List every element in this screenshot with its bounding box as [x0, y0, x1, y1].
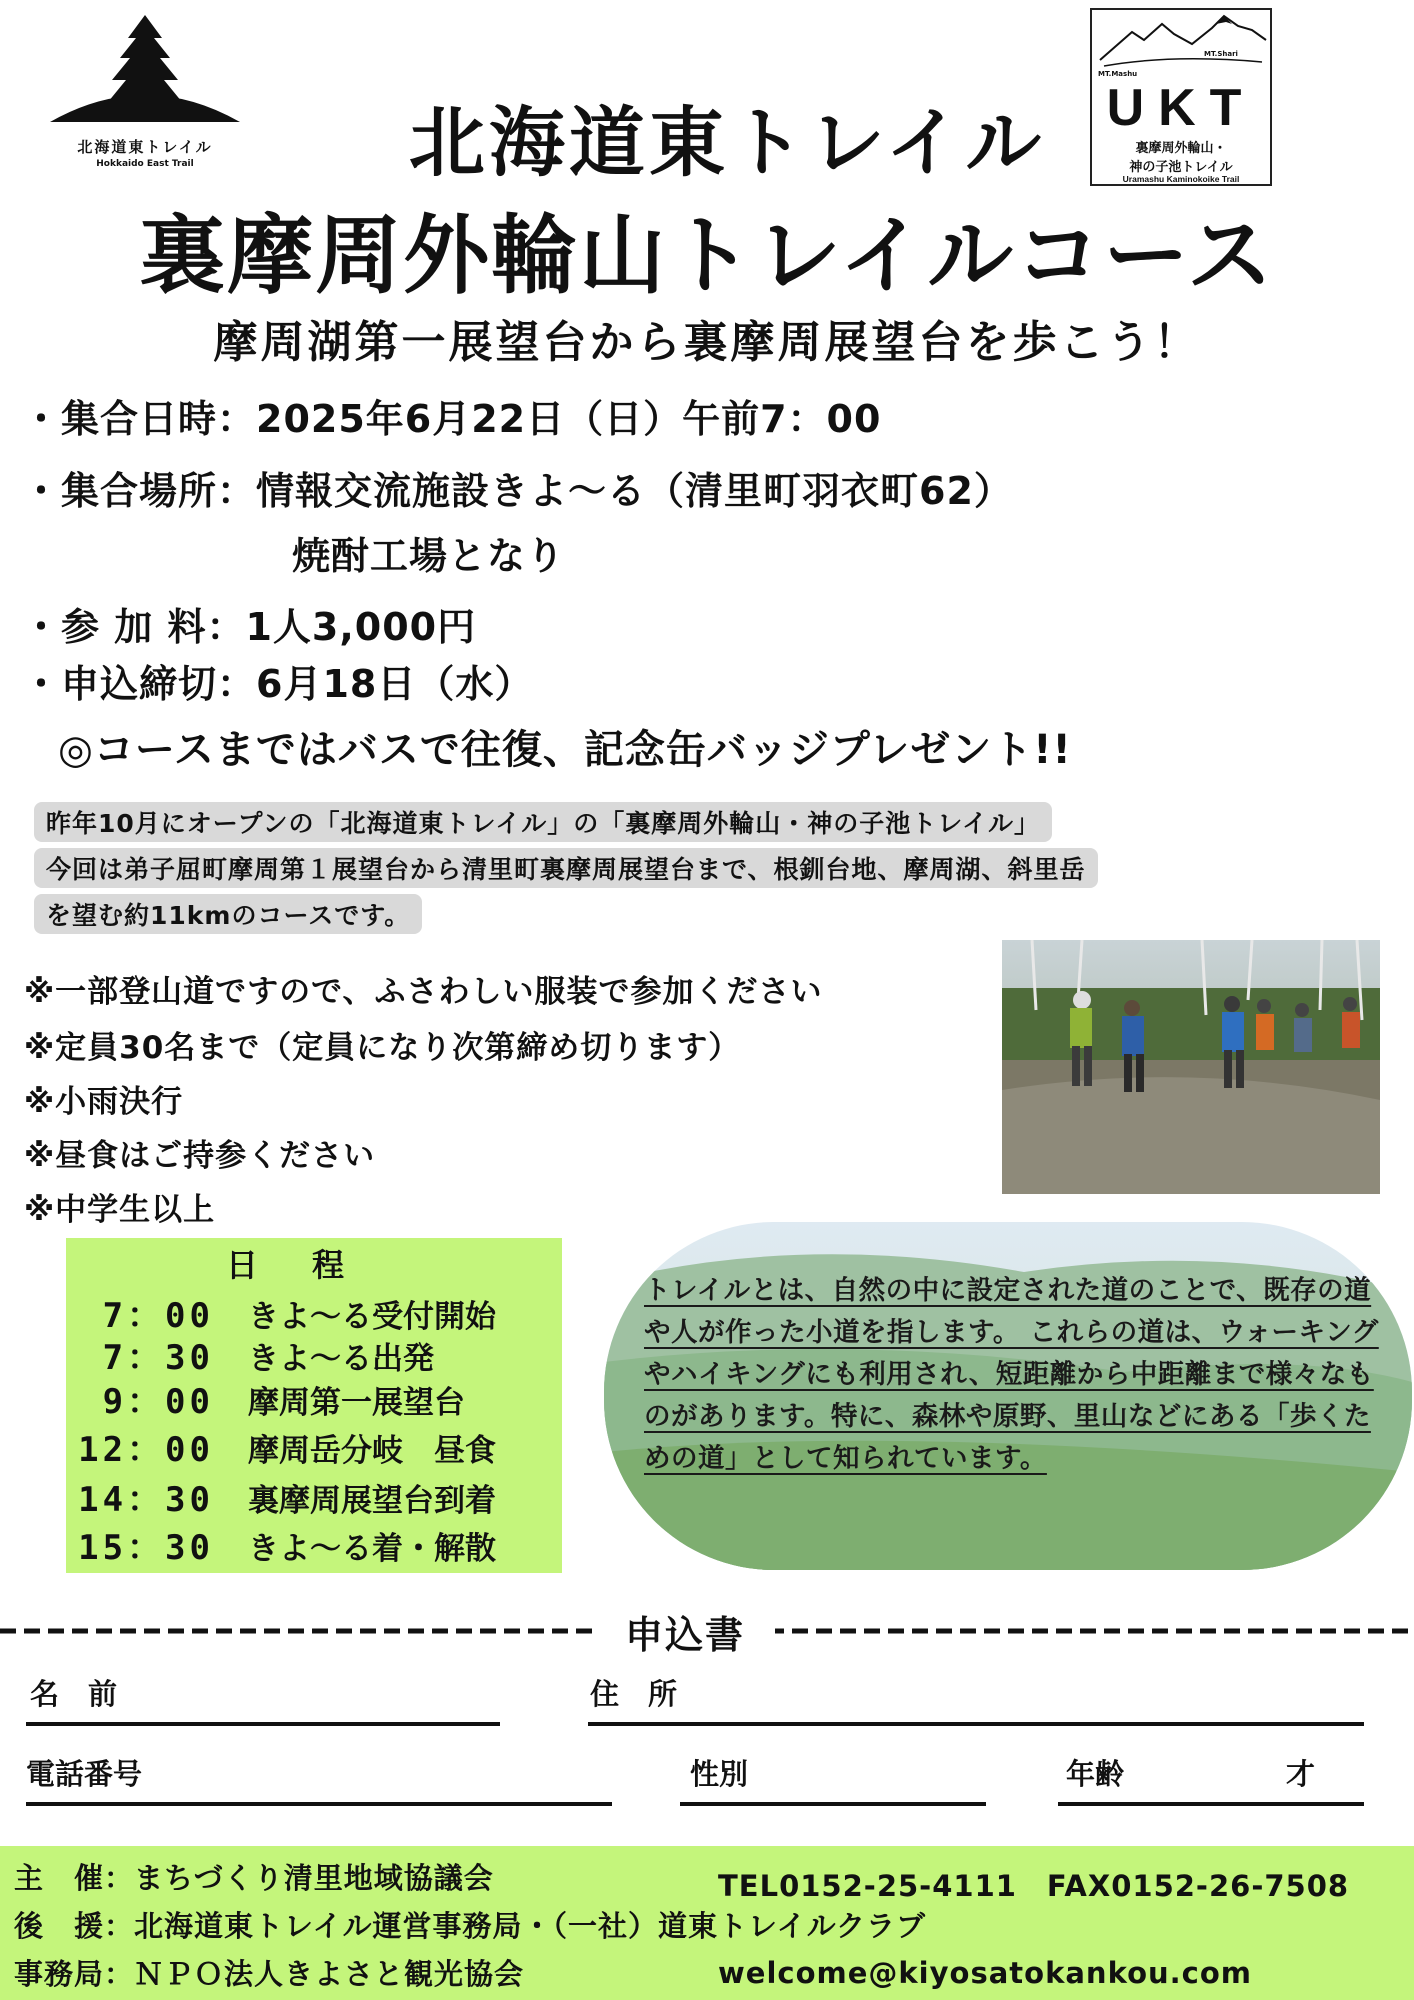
logo-left-en: Hokkaido East Trail [96, 159, 194, 169]
ukt-jp-line1: 裏摩周外輪山・ [1135, 141, 1227, 156]
schedule-event: きよ～る受付開始 [248, 1299, 496, 1335]
footer-box [0, 1846, 1414, 2000]
gender-field[interactable] [680, 1802, 986, 1806]
main-title-line1: 北海道東トレイル [408, 98, 1046, 187]
trail-definition-text: トレイルとは、自然の中に設定された道のことで、既存の道や人が作った小道を指します。 これらの道は、ウォーキングやハイキングにも利用され、短距離から中距離まで様々なものがあります。特に、森林や原野、里山などにある「歩くための道」として知られています。 [644, 1275, 1379, 1474]
schedule-row [66, 1374, 465, 1423]
note-item: ※一部登山道ですので、ふさわしい服装で参加ください [24, 974, 823, 1010]
logo-left-jp: 北海道東トレイル [77, 138, 213, 156]
note-item: ※昼食はご持参ください [24, 1138, 376, 1174]
schedule-time: 7：00 [102, 1296, 214, 1336]
name-field[interactable] [26, 1722, 500, 1726]
name-label: 名 前 [30, 1677, 118, 1711]
phone-label: 電話番号 [26, 1757, 143, 1791]
schedule-time: 7：30 [102, 1338, 214, 1378]
ukt-jp-line2: 神の子池トレイル [1129, 160, 1233, 175]
highlight-line: 今回は弟子屈町摩周第１展望台から清里町裏摩周展望台まで、根釧台地、摩周湖、斜里岳 [34, 848, 1098, 888]
schedule-event: 摩周第一展望台 [248, 1385, 465, 1421]
note-item: ※定員30名まで（定員になり次第締め切ります） [24, 1030, 741, 1066]
gender-label: 性別 [690, 1757, 749, 1791]
schedule-event: 裏摩周展望台到着 [248, 1483, 496, 1519]
age-unit: 才 [1286, 1757, 1316, 1791]
info-place-sub: 焼酎工場となり [292, 534, 566, 578]
highlight-line: を望む約11kmのコースです。 [34, 894, 422, 934]
info-deadline: ・申込締切：6月18日（水） [22, 662, 534, 706]
info-place: ・集合場所：情報交流施設きよ～る（清里町羽衣町62） [22, 469, 1013, 513]
subtitle: 摩周湖第一展望台から裏摩周展望台を歩こう！ [213, 317, 1201, 368]
mt-shari-label: MT.Shari [1204, 50, 1238, 58]
schedule-event: きよ～る着・解散 [248, 1531, 496, 1567]
address-field[interactable] [588, 1722, 1364, 1726]
ukt-text: UKT [1106, 79, 1256, 137]
ukt-en: Uramashu Kaminokoike Trail [1122, 174, 1240, 184]
tel-fax-text: TEL0152-25-4111 FAX0152-26-7508 [718, 1869, 1350, 1903]
schedule-time: 15：30 [78, 1528, 214, 1568]
office-text: 事務局：ＮＰＯ法人きよさと観光協会 [14, 1957, 525, 1991]
info-date: ・集合日時：2025年6月22日（日）午前7：00 [22, 397, 882, 441]
schedule-row [66, 1520, 496, 1569]
note-item: ※小雨決行 [24, 1084, 184, 1120]
hikers-photo [1002, 940, 1380, 1194]
mt-mashu-label: MT.Mashu [1098, 70, 1138, 78]
schedule-row [66, 1422, 496, 1471]
schedule-time: 9：00 [102, 1382, 214, 1422]
note-item: ※中学生以上 [24, 1192, 216, 1228]
mountain-icon [1092, 10, 1270, 72]
main-title-line2: 裏摩周外輪山トレイルコース [139, 206, 1275, 306]
schedule-title: 日程 [226, 1246, 399, 1284]
address-label: 住 所 [590, 1677, 678, 1711]
promo-text: ◎コースまではバスで往復、記念缶バッジプレゼント!! [58, 727, 1072, 773]
support-text: 後 援：北海道東トレイル運営事務局・（一社）道東トレイルクラブ [14, 1909, 927, 1943]
trail-definition-box [604, 1222, 1412, 1570]
schedule-row [66, 1330, 434, 1379]
schedule-event: 摩周岳分岐 昼食 [248, 1433, 496, 1469]
schedule-time: 14：30 [78, 1480, 214, 1520]
organizer-text: 主 催：まちづくり清里地域協議会 [14, 1861, 494, 1895]
phone-field[interactable] [26, 1802, 612, 1806]
age-label: 年齢 [1066, 1757, 1125, 1791]
schedule-box [66, 1238, 562, 1573]
email-link[interactable]: welcome@kiyosatokankou.com [718, 1956, 1252, 1990]
age-field[interactable] [1058, 1802, 1364, 1806]
schedule-row [66, 1472, 496, 1521]
info-fee: ・参 加 料：1人3,000円 [22, 605, 477, 649]
schedule-event: きよ～る出発 [248, 1341, 434, 1377]
application-title: 申込書 [595, 1604, 775, 1659]
highlight-line: 昨年10月にオープンの「北海道東トレイル」の「裏摩周外輪山・神の子池トレイル」 [34, 802, 1052, 842]
schedule-time: 12：00 [78, 1430, 214, 1470]
